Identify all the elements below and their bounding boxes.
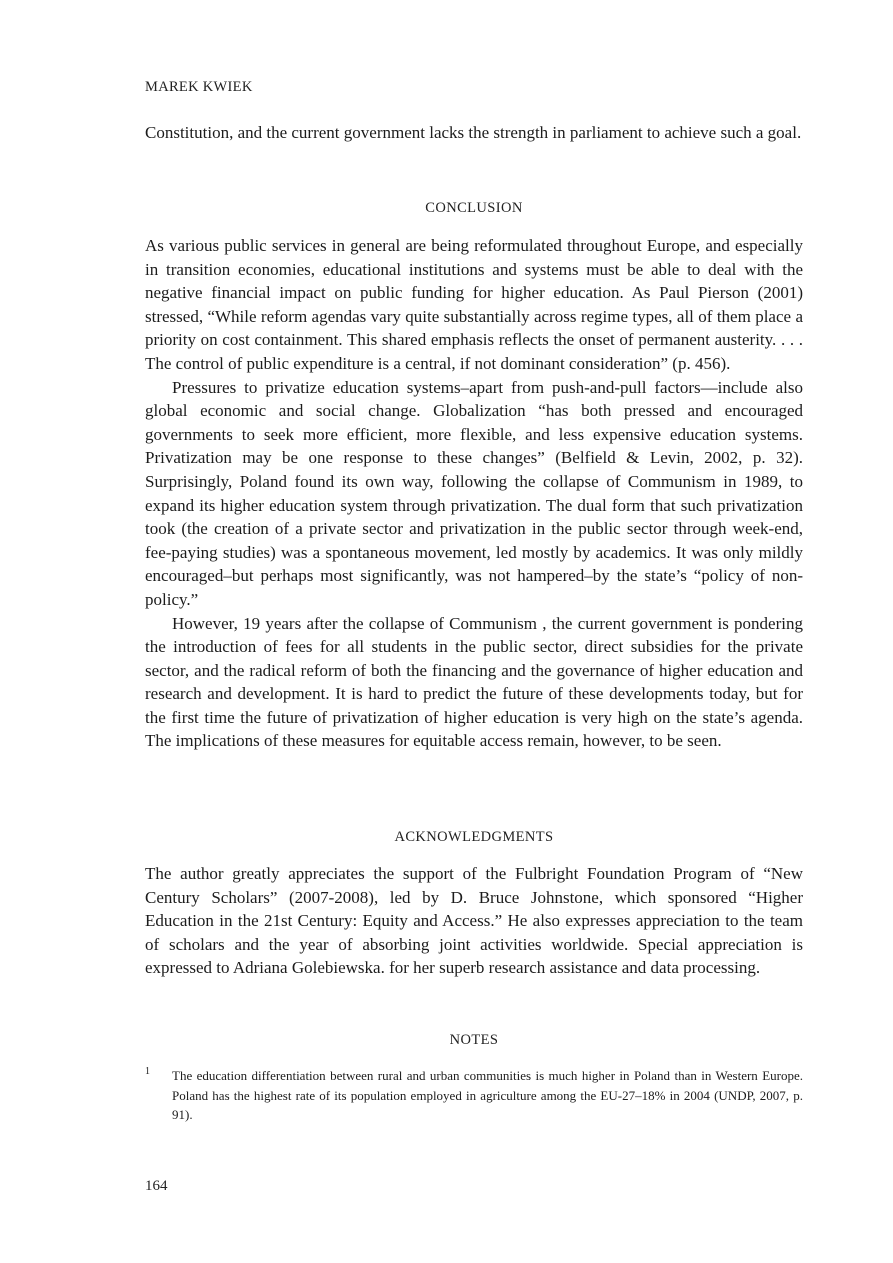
footnote-number: 1 [145, 1066, 150, 1077]
acknowledgments-heading: ACKNOWLEDGMENTS [394, 829, 554, 845]
conclusion-body [145, 234, 803, 753]
footnote-text: The education differentiation between rural and urban communities is much higher in Poland than in Western Europe. Poland has the highest rate of its population employed in agriculture among the EU-27–18% in 2004 (UNDP, 2007, p. 91). [172, 1068, 803, 1122]
footnote [145, 1066, 803, 1125]
intro-text: Constitution, and the current government lacks the strength in parliament to achieve such a goal. [145, 123, 802, 142]
conclusion-heading: CONCLUSION [425, 200, 523, 216]
running-head: MAREK KWIEK [145, 79, 253, 95]
conclusion-paragraph-1: As various public services in general are being reformulated throughout Europe, and especially in transition economies, educational institutions and systems must be able to deal with the negative financial impact on public funding for higher education. As Paul Pierson (2001) stressed, “While reform agendas vary quite substantially across regime types, all of them place a priority on cost containment. This shared emphasis reflects the onset of permanent austerity. . . . The control of public expenditure is a central, if not dominant consideration” (p. 456). [145, 236, 803, 373]
notes-heading: NOTES [449, 1032, 499, 1048]
page-number: 164 [145, 1178, 168, 1194]
acknowledgments-body [145, 862, 803, 980]
acknowledgments-paragraph: The author greatly appreciates the support of the Fulbright Foundation Program of “New Century Scholars” (2007-2008), led by D. Bruce Johnstone, which sponsored “Higher Education in the 21st Century: Equity and Access.” He also expresses appreciation to the team of scholars and the year of absorbing joint activities worldwide. Special appreciation is expressed to Adriana Golebiewska. for her superb research assistance and data processing. [145, 864, 803, 978]
conclusion-paragraph-3: However, 19 years after the collapse of Communism , the current government is pondering the introduction of fees for all students in the public sector, direct subsidies for the private sector, and the radical reform of both the financing and the governance of higher education and research and development. It is hard to predict the future of these developments today, but for the first time the future of privatization of higher education is very high on the state’s agenda. The implications of these measures for equitable access remain, however, to be seen. [145, 613, 803, 751]
intro-paragraph [145, 121, 803, 145]
conclusion-paragraph-2: Pressures to privatize education systems–apart from push-and-pull factors—include also global economic and social change. Globalization “has both pressed and encouraged governments to seek more efficient, more flexible, and less expensive education systems. Privatization may be one response to these changes” (Belfield & Levin, 2002, p. 32). Surprisingly, Poland found its own way, following the collapse of Communism in 1989, to expand its higher education system through privatization. The dual form that such privatization took (the creation of a private sector and privatization in the public sector through week-end, fee-paying studies) was a spontaneous movement, led mostly by academics. It was only mildly encouraged–but perhaps most significantly, was not hampered–by the state’s “policy of non-policy.” [145, 377, 803, 609]
